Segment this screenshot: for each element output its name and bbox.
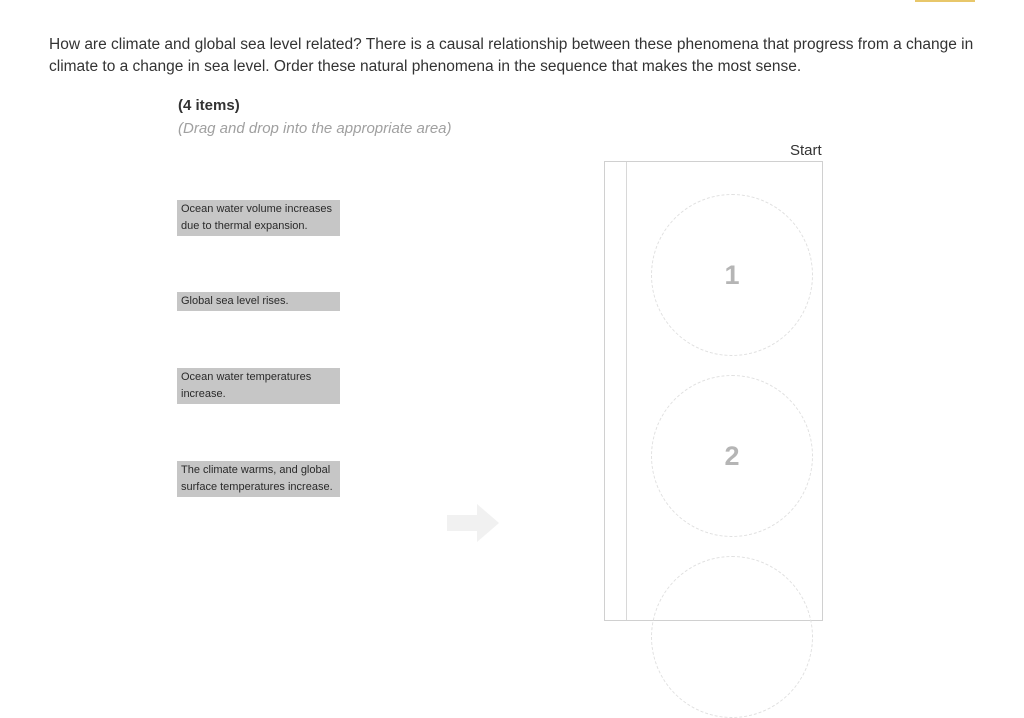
zone-divider <box>626 162 627 620</box>
drag-instruction: (Drag and drop into the appropriate area) <box>178 120 452 137</box>
drop-slot-2[interactable] <box>651 375 813 537</box>
drag-item-ocean-temperatures[interactable]: Ocean water temperatures increase. <box>177 368 340 404</box>
drag-item-climate-warms[interactable]: The climate warms, and global surface temperatures increase. <box>177 461 340 497</box>
start-label: Start <box>790 142 822 159</box>
items-count: (4 items) <box>178 97 240 114</box>
drag-item-sea-level-rises[interactable]: Global sea level rises. <box>177 292 340 311</box>
sequence-drop-zone[interactable] <box>604 161 823 621</box>
question-text: How are climate and global sea level related? There is a causal relationship between these phenomena that progress from a change in climate to a change in sea level. Order these natural phenomena in the sequence that makes the most sense. <box>49 36 974 75</box>
slot-number: 1 <box>724 259 740 290</box>
drop-slot-1[interactable] <box>651 194 813 356</box>
arrow-right-icon <box>447 504 499 542</box>
top-accent-bar <box>915 0 975 2</box>
slot-number: 2 <box>724 440 740 471</box>
drop-slot-3[interactable] <box>651 556 813 718</box>
drag-item-thermal-expansion[interactable]: Ocean water volume increases due to thermal expansion. <box>177 200 340 236</box>
